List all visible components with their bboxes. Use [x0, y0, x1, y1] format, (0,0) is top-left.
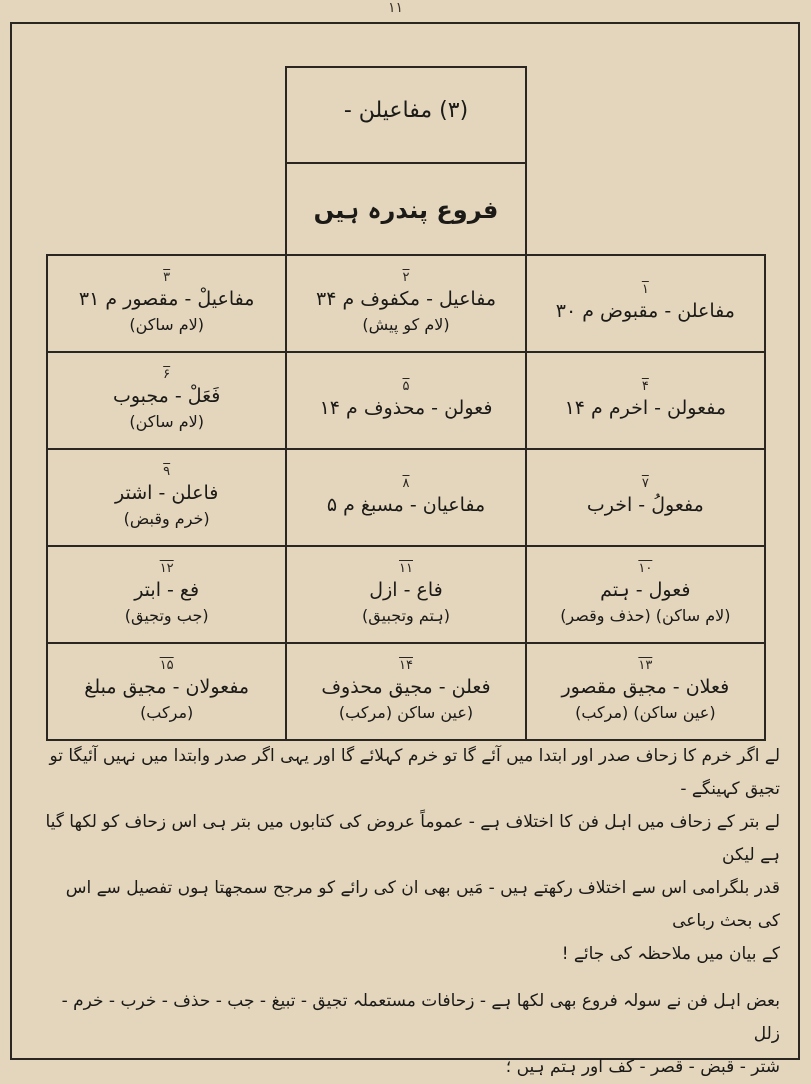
- cell-name: مفاعیل - مکفوف م ۳۴: [315, 287, 497, 310]
- cell-number: ۱۳: [638, 657, 653, 673]
- cell-name: فعولن - محذوف م ۱۴: [319, 396, 493, 419]
- cell-note: (عین ساکن (مرکب): [338, 702, 474, 722]
- table-cell: [286, 449, 525, 546]
- cell-note: (عین ساکن) (مرکب): [575, 702, 716, 722]
- table-row: [47, 449, 765, 546]
- table-cell: [526, 255, 765, 352]
- cell-note: (لام ساکن) (حذف وقصر): [560, 605, 731, 625]
- cell-number: ۱۴: [399, 657, 413, 673]
- paragraph-line-2: شتر - قبض - قصر - کف اور ہتم ہیں ؛: [505, 1057, 780, 1077]
- cell-name: فاعلن - اشتر: [115, 481, 219, 504]
- footnote-2-line-1: لے بتر کے زحاف میں اہل فن کا اختلاف ہے - عموماً عروض کی کتابوں میں بتر ہی اس زحاف کو لکھا گیا ہے لیکن: [45, 812, 780, 865]
- cell-number: ۱۲: [159, 560, 174, 576]
- table-cell: [526, 643, 765, 740]
- cell-name: مفعولان - مجیق مبلغ: [84, 675, 250, 698]
- cell-name: فاع - ازل: [369, 578, 443, 601]
- cell-number: ۱: [641, 281, 649, 297]
- table-cell: [526, 449, 765, 546]
- table-cell: [47, 449, 286, 546]
- cell-name: فعلن - مجیق محذوف: [321, 675, 491, 698]
- table-cell: [526, 352, 765, 449]
- header-divider: [287, 162, 525, 164]
- footnote-1: لے اگر خرم کا زحاف صدر اور ابتدا میں آئے گا تو خرم کہلائے گا اور یہی اگر صدر وابتدا میں نہیں آئیگا تو تجیق کہینگے -: [49, 746, 780, 799]
- table-row: [47, 255, 765, 352]
- table-cell: [286, 255, 525, 352]
- footnote-2-line-3: کے بیان میں ملاحظہ کی جائے !: [561, 944, 780, 964]
- cell-note: (لام ساکن): [129, 314, 205, 334]
- cell-note: (جب وتجیق): [124, 605, 209, 625]
- table-cell: [286, 643, 525, 740]
- cell-name: فعلان - مجیق مقصور: [561, 675, 730, 698]
- cell-number: ۶: [163, 366, 171, 382]
- meter-title: (۳) مفاعیلن -: [343, 98, 469, 123]
- cell-number: ۸: [402, 475, 410, 491]
- furu-table: [46, 254, 766, 741]
- cell-name: مفعولن - اخرم م ۱۴: [564, 396, 727, 419]
- table-cell: [47, 352, 286, 449]
- cell-note: (ہتم وتجبیق): [362, 605, 450, 625]
- cell-number: ۱۱: [399, 560, 413, 576]
- cell-number: ۵: [402, 378, 410, 394]
- table-row: [47, 352, 765, 449]
- cell-number: ۱۵: [159, 657, 174, 673]
- page-number: ۱۱: [388, 0, 404, 16]
- meter-subtitle: فروع پندرہ ہیں: [313, 196, 499, 224]
- table-cell: [286, 352, 525, 449]
- cell-name: فع - ابتر: [134, 578, 200, 601]
- cell-name: فَعَلْ - مجبوب: [112, 384, 221, 407]
- cell-name: فعول - ہتم: [600, 578, 691, 601]
- cell-number: ۹: [163, 463, 171, 479]
- table-cell: [47, 643, 286, 740]
- paragraph-line-1: بعض اہل فن نے سولہ فروع بھی لکھا ہے - زحافات مستعملہ تجیق - تبیغ - جب - حذف - خرب - خرم - زلل: [61, 991, 780, 1044]
- table-row: [47, 546, 765, 643]
- table-cell: [286, 546, 525, 643]
- table-cell: [47, 546, 286, 643]
- cell-number: ۴: [641, 378, 649, 394]
- cell-note: (مرکب): [140, 702, 194, 722]
- cell-number: ۷: [641, 475, 649, 491]
- table-row: [47, 643, 765, 740]
- cell-number: ۱۰: [638, 560, 653, 576]
- table-cell: [526, 546, 765, 643]
- cell-number: ۲: [402, 269, 410, 285]
- footnote-2-line-2: قدر بلگرامی اس سے اختلاف رکھتے ہیں - مَیں بھی ان کی رائے کو مرجح سمجھتا ہوں تفصیل سے اس کی بحث رباعی: [65, 878, 780, 931]
- table-cell: [47, 255, 286, 352]
- cell-name: مفاعیان - مسبغ م ۵: [326, 493, 486, 516]
- header-box: [285, 66, 527, 254]
- cell-name: مفاعلن - مقبوض م ۳۰: [555, 299, 735, 322]
- footnotes: [40, 740, 780, 1084]
- cell-note: (لام کو پیش): [362, 314, 450, 334]
- cell-name: مفاعیلْ - مقصور م ۳۱: [78, 287, 255, 310]
- cell-note: (خرم وقبض): [123, 508, 210, 528]
- cell-note: (لام ساکن): [129, 411, 205, 431]
- cell-number: ۳: [163, 269, 171, 285]
- cell-name: مفعولُ - اخرب: [586, 493, 704, 516]
